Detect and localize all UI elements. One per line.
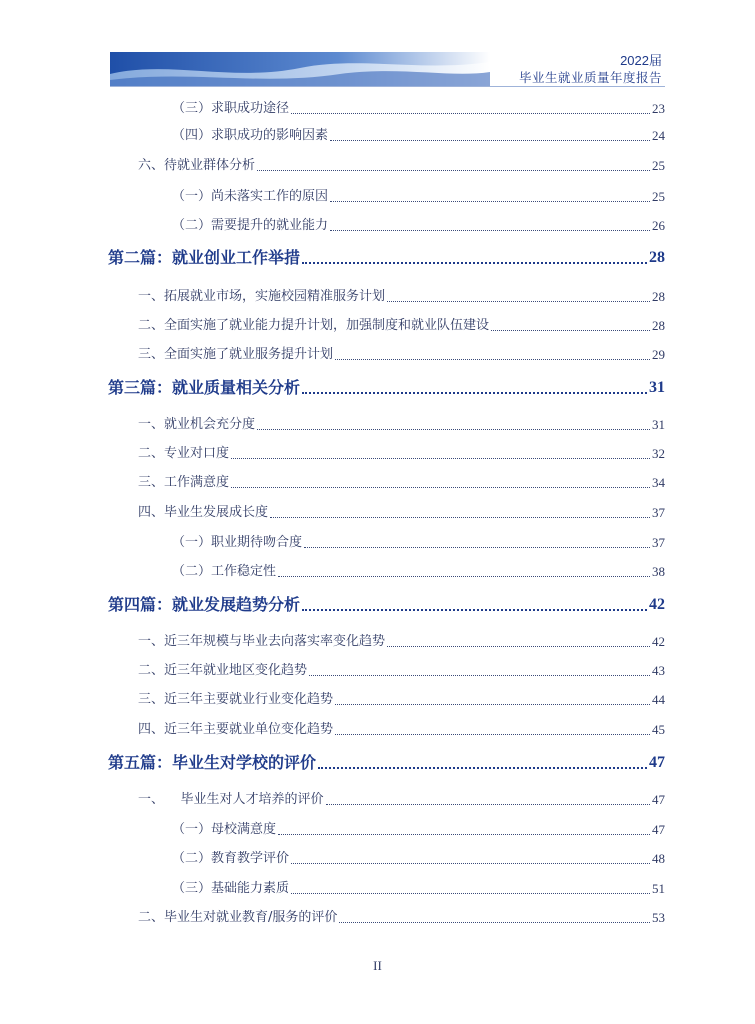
toc-leader-dots <box>330 139 650 141</box>
toc-leader-dots <box>291 112 650 114</box>
toc-page-number: 32 <box>652 446 665 461</box>
toc-leader-dots <box>231 486 650 488</box>
toc-entry-title: 一、就业机会充分度 <box>138 417 256 432</box>
toc-entry[interactable] <box>108 654 665 680</box>
toc-entry-title: 二、专业对口度 <box>138 446 230 461</box>
toc-entry[interactable] <box>108 783 665 809</box>
toc-leader-dots <box>339 921 650 923</box>
toc-leader-dots <box>278 833 650 835</box>
toc-entry[interactable] <box>108 437 665 463</box>
toc-page-number: 44 <box>652 692 665 707</box>
toc-entry-title: （二）需要提升的就业能力 <box>172 218 329 233</box>
toc-entry[interactable] <box>108 466 665 492</box>
toc-entry-title: 三、近三年主要就业行业变化趋势 <box>138 692 334 707</box>
toc-entry[interactable] <box>108 92 665 118</box>
header-wave-banner <box>110 52 490 86</box>
toc-entry-title: 第三篇：就业质量相关分析 <box>108 378 301 397</box>
toc-page-number: 47 <box>652 792 665 807</box>
toc-entry[interactable] <box>108 309 665 335</box>
toc-page-number: 47 <box>652 822 665 837</box>
toc-leader-dots <box>302 261 647 264</box>
toc-leader-dots <box>291 862 650 864</box>
toc-entry[interactable] <box>108 280 665 306</box>
toc-leader-dots <box>304 546 650 548</box>
toc-entry-title: 二、毕业生对就业教育/服务的评价 <box>138 910 338 925</box>
toc-entry[interactable] <box>108 408 665 434</box>
toc-entry-title: 一、近三年规模与毕业去向落实率变化趋势 <box>138 634 386 649</box>
toc-leader-dots <box>330 229 650 231</box>
toc-entry-title: 第四篇：就业发展趋势分析 <box>108 595 301 614</box>
toc-entry[interactable] <box>108 209 665 235</box>
toc-page-number: 38 <box>652 564 665 579</box>
toc-leader-dots <box>278 575 650 577</box>
toc-entry[interactable] <box>108 813 665 839</box>
toc-entry[interactable] <box>108 119 665 145</box>
toc-page-number: 42 <box>652 634 665 649</box>
toc-leader-dots <box>330 200 650 202</box>
toc-entry-title: 一、 毕业生对人才培养的评价 <box>138 792 324 807</box>
toc-page-number: 43 <box>652 663 665 678</box>
toc-page-number: 25 <box>652 158 665 173</box>
toc-page-number: 51 <box>652 881 665 896</box>
toc-leader-dots <box>491 329 650 331</box>
toc-page-number: 29 <box>652 347 665 362</box>
toc-entry-title: （三）基础能力素质 <box>172 881 290 896</box>
toc-entry[interactable] <box>108 872 665 898</box>
toc-entry-title: 三、工作满意度 <box>138 475 230 490</box>
toc-entry[interactable] <box>108 713 665 739</box>
toc-entry-title: 二、全面实施了就业能力提升计划，加强制度和就业队伍建设 <box>138 318 490 333</box>
toc-entry-title: （二）教育教学评价 <box>172 851 290 866</box>
toc-entry[interactable] <box>108 338 665 364</box>
toc-entry-title: 四、近三年主要就业单位变化趋势 <box>138 722 334 737</box>
toc-entry[interactable] <box>108 625 665 651</box>
toc-page-number: 47 <box>649 754 665 771</box>
toc-page-number: 31 <box>649 379 665 396</box>
toc-entry[interactable] <box>108 149 665 175</box>
toc-leader-dots <box>302 608 647 611</box>
toc-leader-dots <box>335 733 650 735</box>
toc-page-number: 34 <box>652 475 665 490</box>
toc-entry-title: 一、拓展就业市场，实施校园精准服务计划 <box>138 289 386 304</box>
toc-entry-title: 三、全面实施了就业服务提升计划 <box>138 347 334 362</box>
toc-leader-dots <box>335 703 650 705</box>
toc-page-number: 45 <box>652 722 665 737</box>
report-header <box>519 52 662 86</box>
toc-page-number: 25 <box>652 189 665 204</box>
toc-leader-dots <box>231 457 650 459</box>
toc-entry-title: 第五篇：毕业生对学校的评价 <box>108 753 317 772</box>
toc-page-number: 28 <box>652 318 665 333</box>
toc-page-number: 26 <box>652 218 665 233</box>
report-title: 毕业生就业质量年度报告 <box>518 70 662 85</box>
toc-page-number: 28 <box>649 249 665 266</box>
toc-entry-title: 六、待就业群体分析 <box>138 158 256 173</box>
toc-entry-title: 四、毕业生发展成长度 <box>138 505 269 520</box>
toc-leader-dots <box>270 516 650 518</box>
header-rule <box>110 86 665 87</box>
toc-leader-dots <box>302 391 647 394</box>
toc-entry[interactable] <box>108 526 665 552</box>
toc-page-number: 28 <box>652 289 665 304</box>
toc-leader-dots <box>387 300 650 302</box>
page-number: II <box>373 958 382 973</box>
toc-entry-title: （三）求职成功途径 <box>172 101 290 116</box>
toc-leader-dots <box>257 169 650 171</box>
toc-leader-dots <box>326 803 650 805</box>
toc-page-number: 37 <box>652 535 665 550</box>
toc-page-number: 23 <box>652 101 665 116</box>
toc-entry[interactable] <box>108 555 665 581</box>
toc-entry-title: （二）工作稳定性 <box>172 564 277 579</box>
toc-chapter-entry[interactable] <box>108 373 665 399</box>
toc-entry[interactable] <box>108 683 665 709</box>
toc-entry-title: （一）尚未落实工作的原因 <box>172 189 329 204</box>
toc-entry-title: （四）求职成功的影响因素 <box>172 128 329 143</box>
toc-chapter-entry[interactable] <box>108 243 665 269</box>
toc-page-number: 31 <box>652 417 665 432</box>
toc-page-number: 37 <box>652 505 665 520</box>
toc-entry-title: 第二篇：就业创业工作举措 <box>108 248 301 267</box>
toc-page-number: 48 <box>652 851 665 866</box>
toc-entry[interactable] <box>108 180 665 206</box>
toc-entry-title: （一）母校满意度 <box>172 822 277 837</box>
toc-leader-dots <box>335 358 650 360</box>
toc-leader-dots <box>309 674 650 676</box>
report-year: 2022届 <box>620 53 662 68</box>
toc-leader-dots <box>291 892 650 894</box>
toc-page-number: 24 <box>652 128 665 143</box>
toc-leader-dots <box>387 645 650 647</box>
toc-chapter-entry[interactable] <box>108 748 665 774</box>
toc-leader-dots <box>257 428 650 430</box>
toc-leader-dots <box>318 766 647 769</box>
toc-entry[interactable] <box>108 842 665 868</box>
toc-entry-title: 二、近三年就业地区变化趋势 <box>138 663 308 678</box>
toc-page-number: 53 <box>652 910 665 925</box>
toc-chapter-entry[interactable] <box>108 590 665 616</box>
toc-page-number: 42 <box>649 596 665 613</box>
toc-entry[interactable] <box>108 901 665 927</box>
toc-entry-title: （一）职业期待吻合度 <box>172 535 303 550</box>
toc-entry[interactable] <box>108 496 665 522</box>
